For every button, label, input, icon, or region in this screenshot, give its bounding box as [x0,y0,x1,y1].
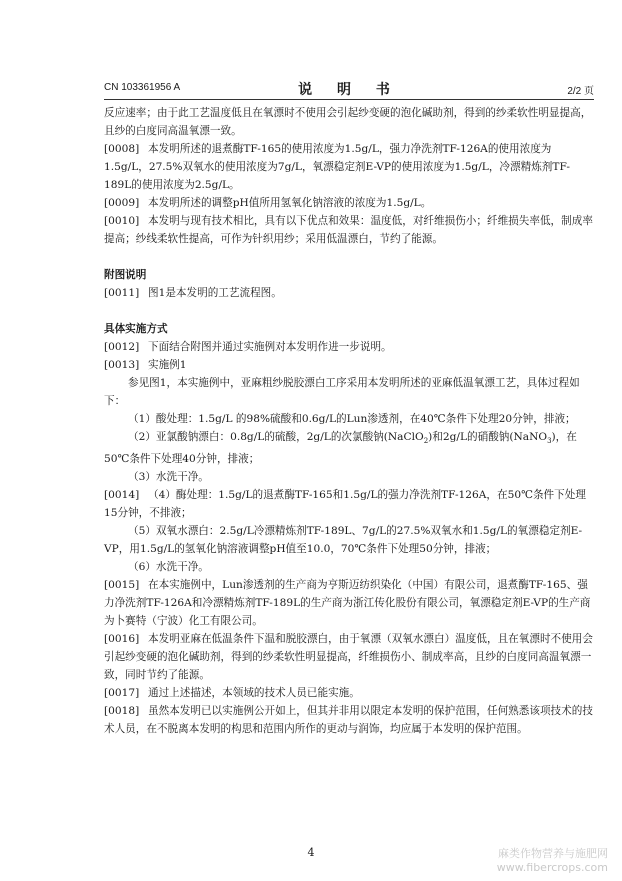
paragraph-text: 实施例1 [148,359,187,371]
watermark-title: 麻类作物营养与施肥网 [498,847,608,860]
paragraph-number: [0009] [104,197,140,209]
paragraph-text: 本发明与现有技术相比，具有以下优点和效果：温度低，对纤维损伤小；纤维损失率低，制成率提高；纱线柔软性提高，可作为针织用纱；采用低温漂白，节约了能源。 [104,215,593,245]
document-title: 说 明 书 [298,82,400,98]
paragraph-0016 [104,630,594,684]
paragraph-0015 [104,576,594,630]
paragraph-0012 [104,338,594,356]
paragraph-0009 [104,194,594,212]
watermark-url: www.fibercrops.com [496,861,608,874]
paragraph-number: [0017] [104,687,140,700]
paragraph-text: 本发明所述的退煮酶TF-165的使用浓度为1.5g/L，强力净洗剂TF-126A的使用浓度为1.5g/L，27.5%双氧水的使用浓度为7g/L，氧漂稳定剂E-VP的使用浓度为1.5g/L，冷漂精炼剂TF-189L的使用浓度为2.5g/L。 [104,143,570,191]
paragraph-text: 图1是本发明的工艺流程图。 [148,287,282,299]
site-watermark [497,847,608,875]
paragraph-number: [0013] [104,359,140,371]
paragraph-text: （4）酶处理：1.5g/L的退煮酶TF-165和1.5g/L的强力净洗剂TF-126A，在50℃条件下处理15分钟，不排液； [104,489,586,520]
paragraph-0011 [104,284,594,302]
paragraph-0014 [104,486,594,522]
paragraph-text: 本发明亚麻在低温条件下温和脱胶漂白，由于氧漂（双氧水漂白）温度低，且在氧漂时不使用会引起纱变硬的泡化碱助剂，得到的纱柔软性明显提高，纤维损伤小、制成率高，且纱的白度同高温氧漂一致，同时节约了能源。 [104,633,593,682]
page-indicator: 2/2 页 [567,86,594,97]
paragraph-text: 本发明所述的调整pH值所用氢氧化钠溶液的浓度为1.5g/L。 [148,197,432,209]
paragraph-number: [0015] [104,579,140,592]
paragraph-number: [0016] [104,633,140,646]
embodiment-intro: 参见图1，本实施例中，亚麻粗纱脱胶漂白工序采用本发明所述的亚麻低温氧漂工艺，具体过程如下： [104,377,580,407]
paragraph-text: 下面结合附图并通过实施例对本发明作进一步说明。 [148,341,392,353]
page-header [104,82,594,98]
paragraph-text: 通过上述描述，本领域的技术人员已能实施。 [148,687,360,700]
header-rule [104,99,594,100]
paragraph-0017 [104,684,594,702]
paragraph-number: [0010] [104,215,140,227]
publication-number: CN 103361956 A [104,82,181,93]
paragraph-continued: 反应速率；由于此工艺温度低且在氧漂时不使用会引起纱变硬的泡化碱助剂，得到的纱柔软性明显提高，且纱的白度同高温氧漂一致。 [104,107,592,137]
step-peroxide-bleach: （5）双氧水漂白：2.5g/L冷漂精炼剂TF-189L、7g/L的27.5%双氧水和1.5g/L的氧漂稳定剂E-VP，用1.5g/L的氢氧化钠溶液调整pH值至10.0，70℃条件下处理50分钟，排液； [104,525,583,556]
page-number: 4 [307,846,315,859]
paragraph-number: [0018] [104,705,140,718]
paragraph-number: [0008] [104,143,140,155]
step-water-wash: （3）水洗干净。 [128,471,209,484]
paragraph-0010 [104,212,594,248]
paragraph-0008 [104,140,594,194]
section-heading-embodiments: 具体实施方式 [104,323,168,335]
paragraph-0013 [104,356,594,374]
paragraph-number: [0014] [104,489,140,502]
paragraph-text: 在本实施例中，Lun渗透剂的生产商为亨斯迈纺织染化（中国）有限公司，退煮酶TF-165、强力净洗剂TF-126A和冷漂精炼剂TF-189L的生产商为浙江传化股份有限公司，氧漂稳定剂E-VP的生产商为卜赛特（宁波）化工有限公司。 [104,579,591,628]
paragraph-number: [0011] [104,287,140,299]
step-acid-treatment: （1）酸处理：1.5g/L 的98%硫酸和0.6g/L的Lun渗透剂，在40℃条件下处理20分钟，排液； [128,413,576,425]
paragraph-number: [0012] [104,341,140,353]
step-chlorite-bleach: （2）亚氯酸钠漂白：0.8g/L的硫酸，2g/L的次氯酸钠(NaClO$_2$)和2g/L的硝酸钠(NaNO$_3$)，在50℃条件下处理40分钟，排液； [104,431,577,466]
paragraph-0018 [104,702,594,738]
document-body [104,104,594,738]
section-heading-drawings: 附图说明 [104,269,147,281]
step-final-wash: （6）水洗干净。 [128,561,209,574]
paragraph-text: 虽然本发明已以实施例公开如上，但其并非用以限定本发明的保护范围，任何熟悉该项技术的技术人员，在不脱离本发明的构思和范围内所作的更动与润饰，均应属于本发明的保护范围。 [104,705,593,736]
